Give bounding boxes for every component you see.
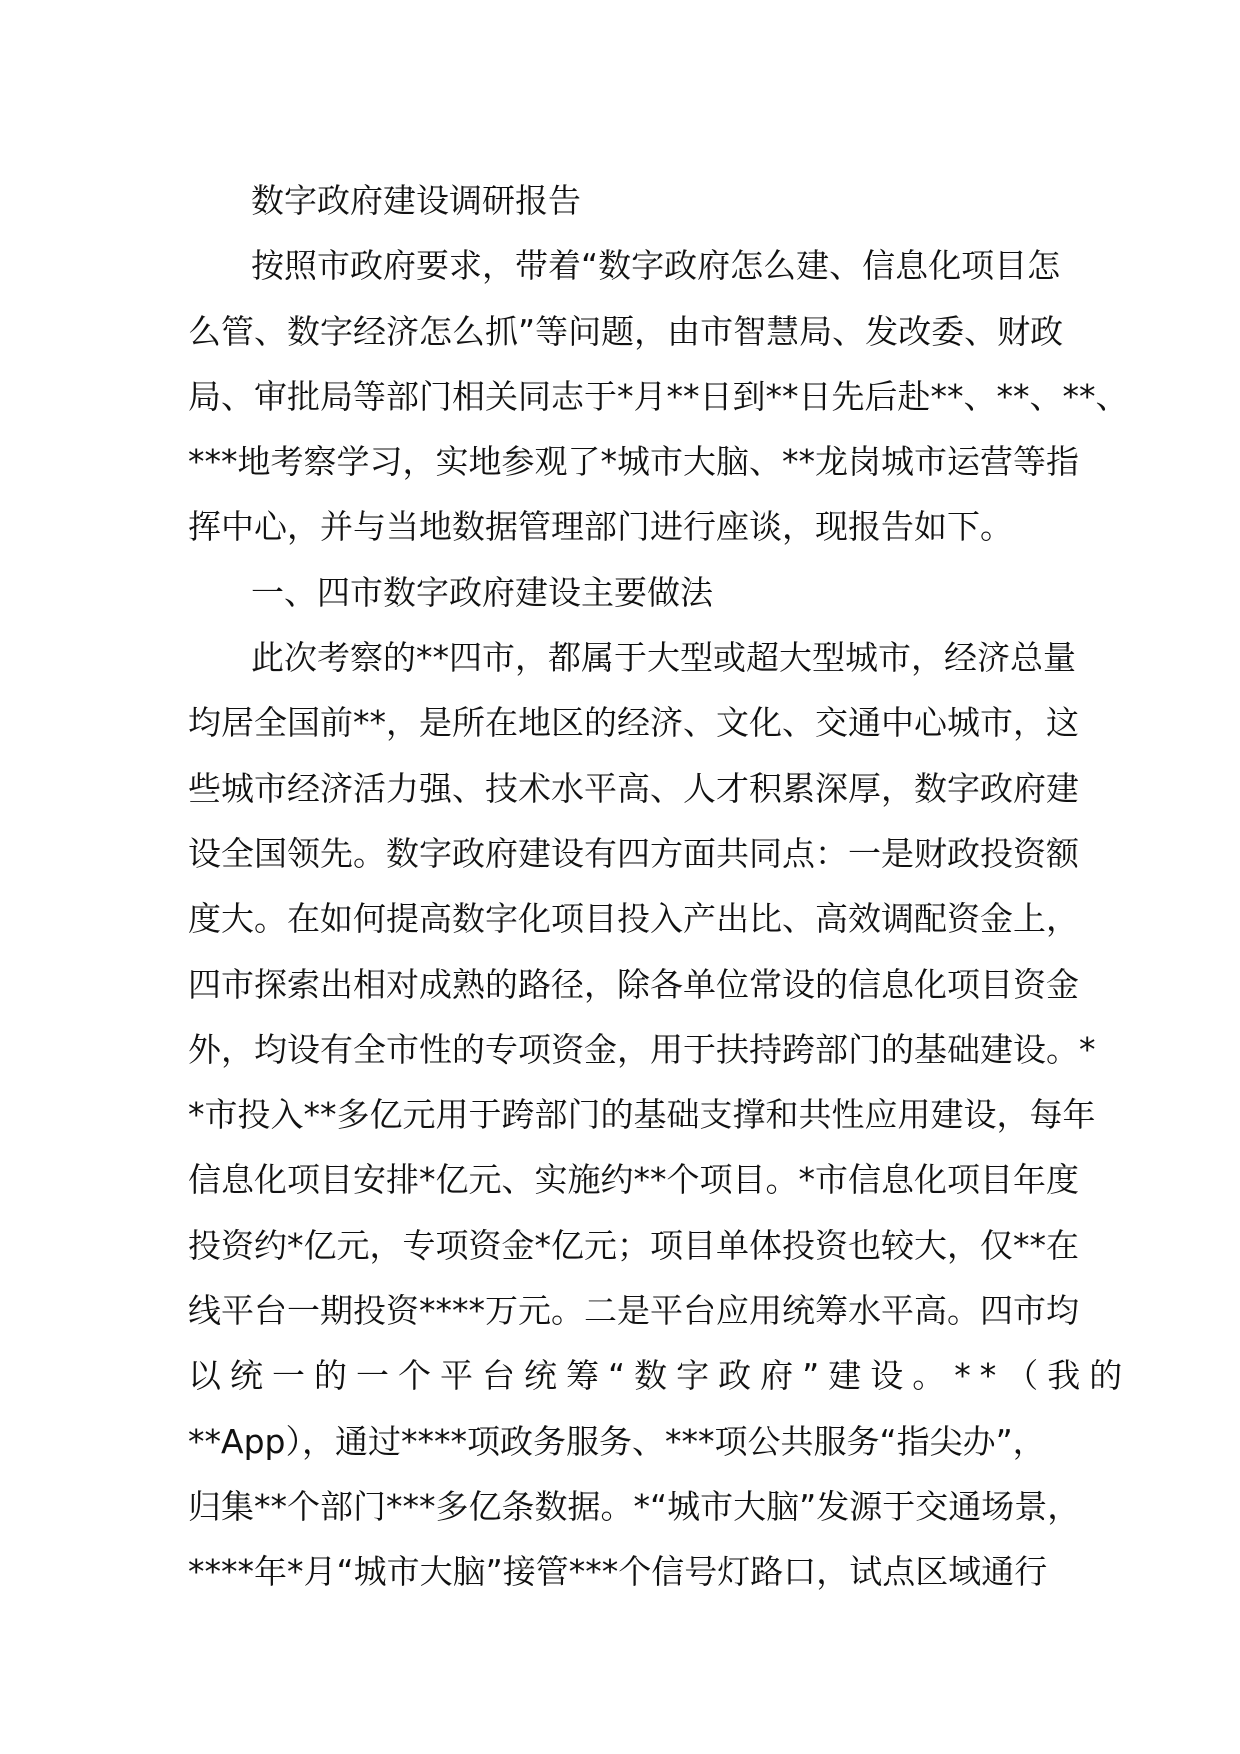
body-line: 度大。在如何提高数字化项目投入产出比、高效调配资金上， (188, 899, 1079, 939)
body-line: 挥中心，并与当地数据管理部门进行座谈，现报告如下。 (188, 507, 1013, 547)
body-line: 归集**个部门***多亿条数据。*“城市大脑”发源于交通场景， (188, 1486, 1081, 1526)
body-line: 信息化项目安排*亿元、实施约**个项目。*市信息化项目年度 (188, 1160, 1079, 1200)
report-body (188, 168, 1132, 1605)
body-line: 外，均设有全市性的专项资金，用于扶持跨部门的基础建设。* (188, 1029, 1096, 1069)
body-line: 么管、数字经济怎么抓”等问题，由市智慧局、发改委、财政 (188, 311, 1064, 351)
body-line: ****年*月“城市大脑”接管***个信号灯路口，试点区域通行 (188, 1552, 1048, 1592)
body-line: *市投入**多亿元用于跨部门的基础支撑和共性应用建设，每年 (188, 1095, 1096, 1135)
body-line: 线平台一期投资****万元。二是平台应用统筹水平高。四市均 (188, 1291, 1079, 1331)
body-line: 以统一的一个平台统筹“数字政府”建设。**（我的 (188, 1356, 1132, 1396)
body-line: **App），通过****项政务服务、***项公共服务“指尖办”， (188, 1421, 1046, 1461)
body-line: 均居全国前**，是所在地区的经济、文化、交通中心城市，这 (188, 703, 1079, 743)
body-line: 设全国领先。数字政府建设有四方面共同点：一是财政投资额 (188, 833, 1079, 873)
body-line: 按照市政府要求，带着“数字政府怎么建、信息化项目怎 (251, 246, 1061, 286)
body-line: 些城市经济活力强、技术水平高、人才积累深厚，数字政府建 (188, 768, 1079, 808)
body-line: ***地考察学习，实地参观了*城市大脑、**龙岗城市运营等指 (188, 442, 1079, 482)
body-line: 局、审批局等部门相关同志于*月**日到**日先后赴**、**、**、 (188, 376, 1129, 416)
document-title: 数字政府建设调研报告 (251, 181, 581, 220)
section-heading: 一、四市数字政府建设主要做法 (251, 572, 713, 612)
body-line: 四市探索出相对成熟的路径，除各单位常设的信息化项目资金 (188, 964, 1079, 1004)
body-line: 投资约*亿元，专项资金*亿元；项目单体投资也较大，仅**在 (188, 1225, 1079, 1265)
body-line: 此次考察的**四市，都属于大型或超大型城市，经济总量 (251, 638, 1076, 678)
